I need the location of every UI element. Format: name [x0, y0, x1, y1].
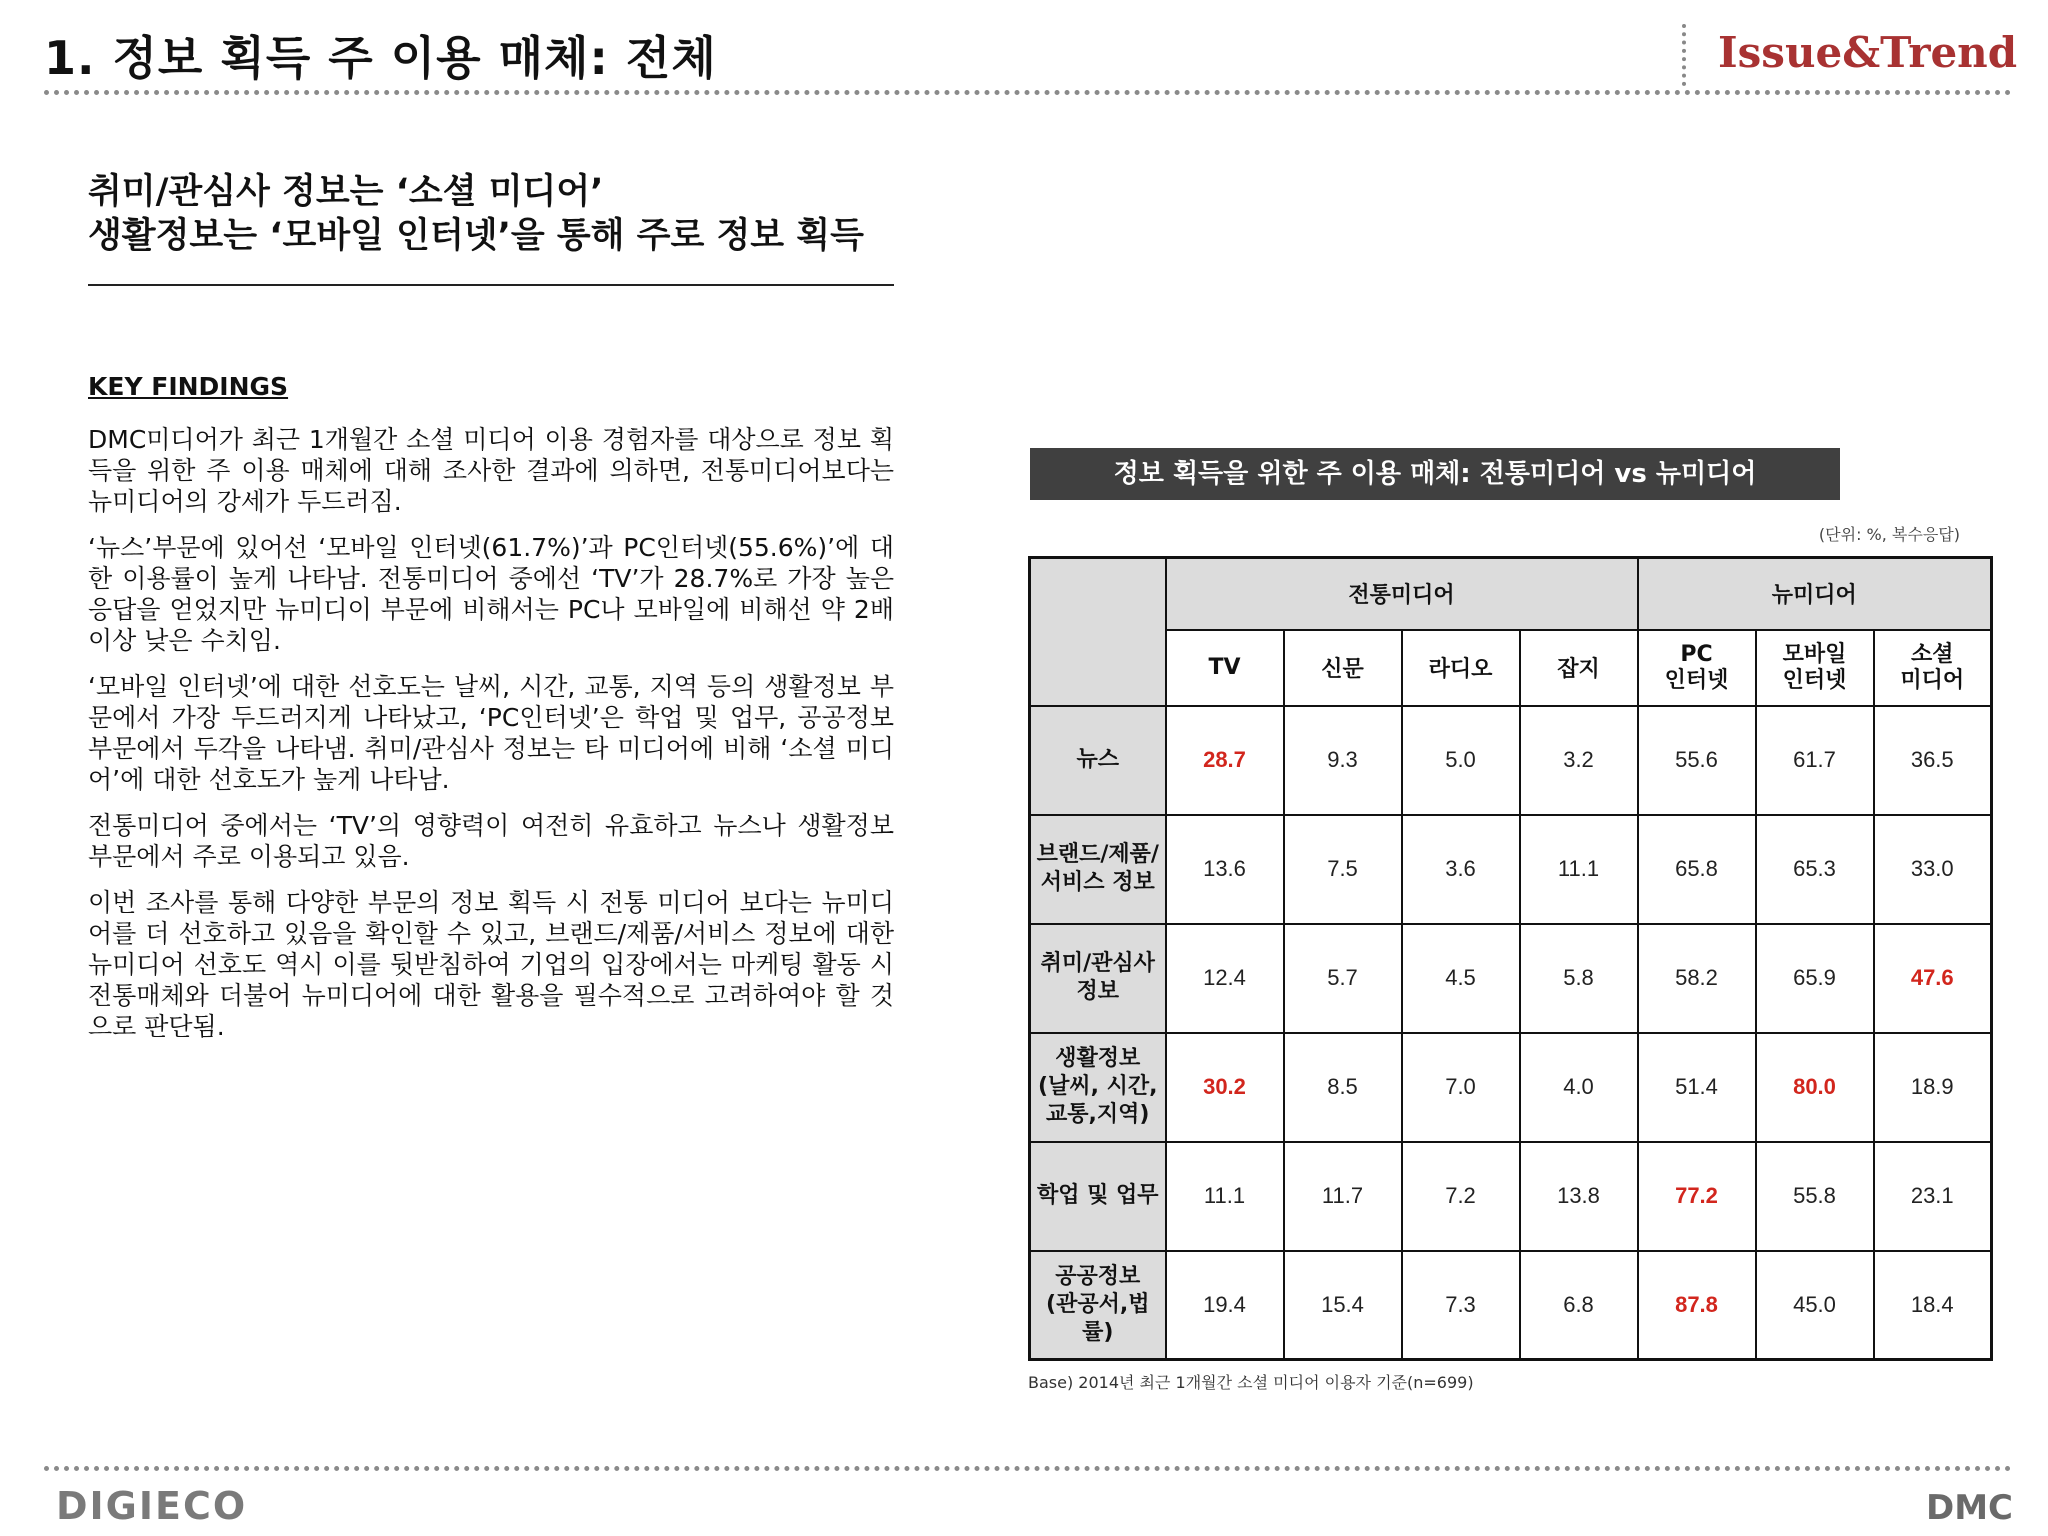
- table-cell: 8.5: [1284, 1033, 1402, 1142]
- table-row: [1030, 815, 1992, 924]
- table-row: [1030, 1251, 1992, 1360]
- table-cell: 7.2: [1402, 1142, 1520, 1251]
- table-row: [1030, 706, 1992, 815]
- table-cell: 33.0: [1874, 815, 1992, 924]
- table-cell: 51.4: [1638, 1033, 1756, 1142]
- digieco-logo: DIGIECO: [56, 1484, 248, 1528]
- column-header: PC 인터넷: [1638, 630, 1756, 706]
- table-cell: 11.7: [1284, 1142, 1402, 1251]
- column-header: 소셜 미디어: [1874, 630, 1992, 706]
- table-body: [1030, 706, 1992, 1360]
- headline-line-1: 취미/관심사 정보는 ‘소셜 미디어’: [88, 172, 604, 212]
- table-cell: 55.8: [1756, 1142, 1874, 1251]
- media-usage-table: [1028, 556, 1993, 1361]
- table-cell: 9.3: [1284, 706, 1402, 815]
- table-cell: 11.1: [1520, 815, 1638, 924]
- table-cell: 7.5: [1284, 815, 1402, 924]
- top-dotted-divider: [44, 90, 2012, 95]
- column-header: 모바일 인터넷: [1756, 630, 1874, 706]
- table-cell: 77.2: [1638, 1142, 1756, 1251]
- table-cell: 55.6: [1638, 706, 1756, 815]
- row-header: 공공정보 (관공서,법률): [1030, 1251, 1166, 1360]
- finding-paragraph: 전통미디어 중에서는 ‘TV’의 영향력이 여전히 유효하고 뉴스나 생활정보 부문에서 주로 이용되고 있음.: [88, 811, 894, 871]
- row-header: 브랜드/제품/ 서비스 정보: [1030, 815, 1166, 924]
- key-findings-title: KEY FINDINGS: [88, 372, 289, 401]
- table-cell: 12.4: [1166, 924, 1284, 1033]
- table-cell: 3.2: [1520, 706, 1638, 815]
- finding-paragraph: ‘모바일 인터넷’에 대한 선호도는 날씨, 시간, 교통, 지역 등의 생활정보 부문에서 가장 두드러지게 나타났고, ‘PC인터넷’은 학업 및 업무, 공공정보 부문에서 두각을 나타냄. 취미/관심사 정보는 타 미디어에 비해 ‘소셜 미디어’에 대한 선호도가 높게 나타남.: [88, 672, 894, 794]
- finding-paragraph: ‘뉴스’부문에 있어선 ‘모바일 인터넷(61.7%)’과 PC인터넷(55.6%)’에 대한 이용률이 높게 나타남. 전통미디어 중에선 ‘TV’가 28.7%로 가장 높은 응답을 얻었지만 뉴미디이 부문에 비해서는 PC나 모바일에 비해선 약 2배 이상 낮은 수치임.: [88, 533, 894, 655]
- table-cell: 7.0: [1402, 1033, 1520, 1142]
- table-cell: 15.4: [1284, 1251, 1402, 1360]
- table-cell: 18.9: [1874, 1033, 1992, 1142]
- bottom-dotted-divider: [44, 1466, 2012, 1471]
- table-cell: 3.6: [1402, 815, 1520, 924]
- table-cell: 5.0: [1402, 706, 1520, 815]
- unit-note: (단위: %, 복수응답): [1818, 525, 1960, 544]
- base-note: Base) 2014년 최근 1개월간 소셜 미디어 이용자 기준(n=699): [1028, 1373, 1474, 1392]
- key-findings-body: [88, 424, 894, 1057]
- table-cell: 5.7: [1284, 924, 1402, 1033]
- brand-separator: [1682, 24, 1686, 86]
- finding-paragraph: 이번 조사를 통해 다양한 부문의 정보 획득 시 전통 미디어 보다는 뉴미디어를 더 선호하고 있음을 확인할 수 있고, 브랜드/제품/서비스 정보에 대한 뉴미디어 선호도 역시 이를 뒷받침하여 기업의 입장에서는 마케팅 활동 시 전통매체와 더불어 뉴미디어에 대한 활용을 필수적으로 고려하여야 할 것으로 판단됨.: [88, 888, 894, 1041]
- column-header: TV: [1166, 630, 1284, 706]
- table-cell: 45.0: [1756, 1251, 1874, 1360]
- table-cell: 65.9: [1756, 924, 1874, 1033]
- row-header: 생활정보 (날씨, 시간, 교통,지역): [1030, 1033, 1166, 1142]
- table-cell: 30.2: [1166, 1033, 1284, 1142]
- table-cell: 11.1: [1166, 1142, 1284, 1251]
- table-cell: 4.5: [1402, 924, 1520, 1033]
- row-header: 뉴스: [1030, 706, 1166, 815]
- table-cell: 13.6: [1166, 815, 1284, 924]
- table-cell: 87.8: [1638, 1251, 1756, 1360]
- table-cell: 23.1: [1874, 1142, 1992, 1251]
- table-cell: 65.8: [1638, 815, 1756, 924]
- row-header: 학업 및 업무: [1030, 1142, 1166, 1251]
- table-cell: 61.7: [1756, 706, 1874, 815]
- table-cell: 80.0: [1756, 1033, 1874, 1142]
- column-header: 신문: [1284, 630, 1402, 706]
- headline-line-2: 생활정보는 ‘모바일 인터넷’을 통해 주로 정보 획득: [88, 216, 864, 256]
- table-title: 정보 획득을 위한 주 이용 매체: 전통미디어 vs 뉴미디어: [1030, 448, 1840, 500]
- headline-rule: [88, 284, 894, 286]
- table-corner-cell: [1030, 558, 1166, 706]
- table-cell: 18.4: [1874, 1251, 1992, 1360]
- group-header-traditional: 전통미디어: [1166, 558, 1638, 630]
- table-cell: 7.3: [1402, 1251, 1520, 1360]
- finding-paragraph: DMC미디어가 최근 1개월간 소셜 미디어 이용 경험자를 대상으로 정보 획득을 위한 주 이용 매체에 대해 조사한 결과에 의하면, 전통미디어보다는 뉴미디어의 강세가 두드러짐.: [88, 425, 894, 516]
- column-header: 잡지: [1520, 630, 1638, 706]
- table-cell: 47.6: [1874, 924, 1992, 1033]
- table-row: [1030, 924, 1992, 1033]
- issue-trend-logo: Issue&Trend: [1718, 28, 2018, 77]
- table-cell: 5.8: [1520, 924, 1638, 1033]
- page-title: 1. 정보 획득 주 이용 매체: 전체: [44, 31, 717, 85]
- table-row: [1030, 1142, 1992, 1251]
- table-cell: 6.8: [1520, 1251, 1638, 1360]
- table-cell: 4.0: [1520, 1033, 1638, 1142]
- column-header: 라디오: [1402, 630, 1520, 706]
- table-cell: 28.7: [1166, 706, 1284, 815]
- group-header-new-media: 뉴미디어: [1638, 558, 1992, 630]
- table-cell: 58.2: [1638, 924, 1756, 1033]
- table-cell: 36.5: [1874, 706, 1992, 815]
- table-cell: 13.8: [1520, 1142, 1638, 1251]
- table-row: [1030, 1033, 1992, 1142]
- dmc-logo: DMC: [1926, 1488, 2014, 1528]
- table-cell: 65.3: [1756, 815, 1874, 924]
- table-cell: 19.4: [1166, 1251, 1284, 1360]
- row-header: 취미/관심사 정보: [1030, 924, 1166, 1033]
- headline: [88, 170, 908, 258]
